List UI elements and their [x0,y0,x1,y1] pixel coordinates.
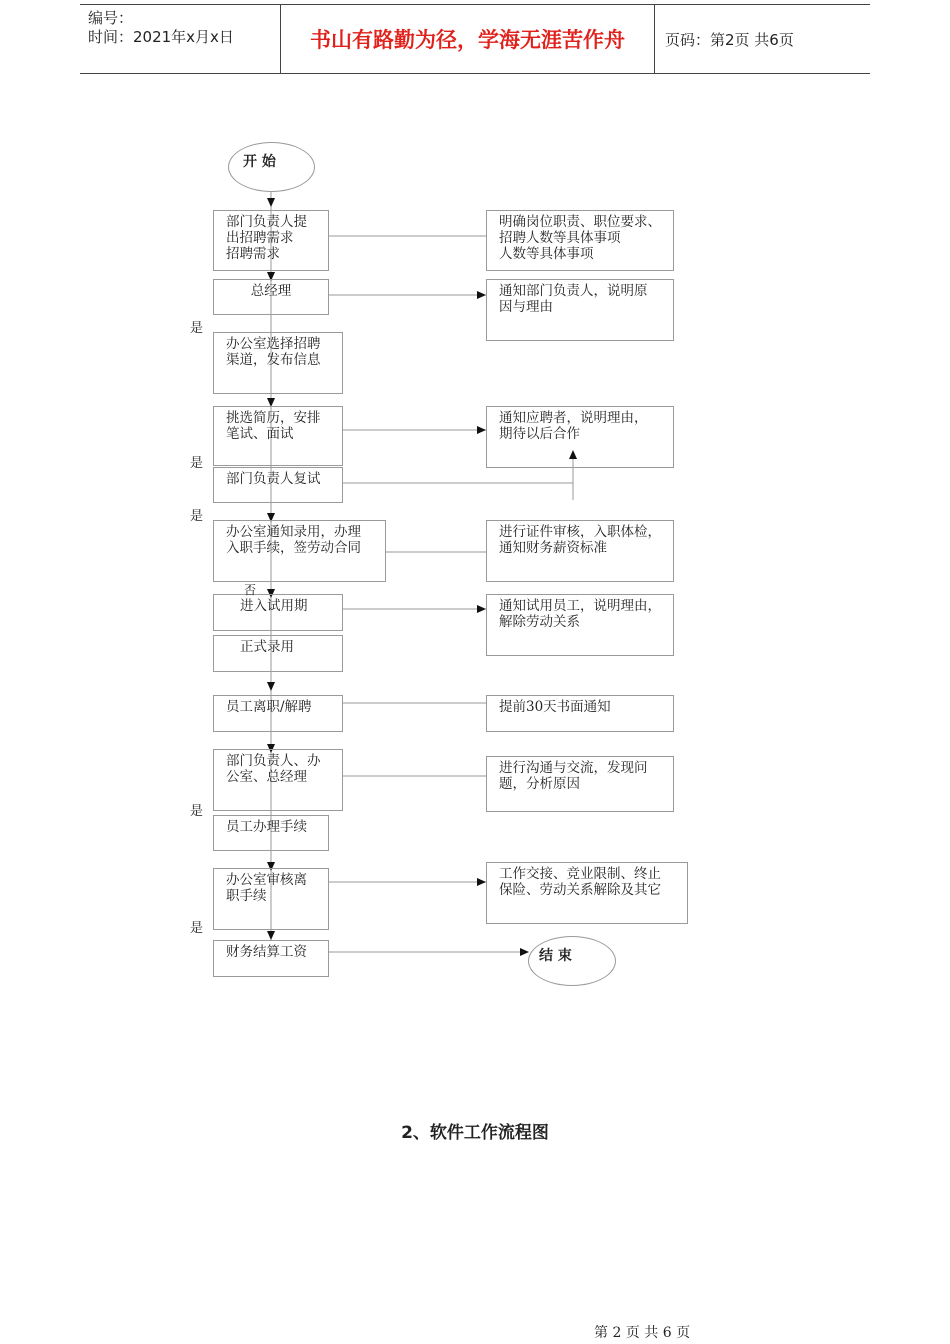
step-formal-hire: 正式录用 [213,635,343,672]
note-handover: 工作交接、竞业限制、终止 保险、劳动关系解除及其它 [486,862,688,924]
note-inform-applicant: 通知应聘者，说明理由， 期待以后合作 [486,406,674,468]
end-label: 结 束 [539,948,572,964]
step-discussion: 部门负责人、办 公室、总经理 [213,749,343,811]
step-procedures: 员工办理手续 [213,815,329,851]
step-dept-reinterview: 部门负责人复试 [213,467,343,503]
time-label: 时间：2021年x月x日 [88,28,234,46]
step-resign: 员工离职/解聘 [213,695,343,732]
step-office-hire: 办公室通知录用，办理 入职手续，签劳动合同 [213,520,386,582]
step-probation: 进入试用期 [213,594,343,631]
no-mark: 否 [244,583,257,597]
step-finance-settle: 财务结算工资 [213,940,329,977]
yes-mark: 是 [190,509,204,524]
note-30-days: 提前30天书面通知 [486,695,674,732]
step-screen-resumes: 挑选简历，安排 笔试、面试 [213,406,343,466]
yes-mark: 是 [190,321,204,336]
step-office-review: 办公室审核离 职手续 [213,868,329,930]
step-office-channel: 办公室选择招聘 渠道，发布信息 [213,332,343,394]
yes-mark: 是 [190,921,204,936]
note-verify-docs: 进行证件审核，入职体检， 通知财务薪资标准 [486,520,674,582]
header-page-info: 页码：第2页 共6页 [665,30,794,49]
yes-mark: 是 [190,456,204,471]
section-caption: 2、软件工作流程图 [401,1123,549,1143]
header-motto: 书山有路勤为径，学海无涯苦作舟 [281,5,655,73]
note-define-role: 明确岗位职责、职位要求、 招聘人数等具体事项 人数等具体事项 [486,210,674,271]
note-inform-trial: 通知试用员工，说明理由， 解除劳动关系 [486,594,674,656]
flow-start [228,142,315,192]
step-general-manager: 总经理 [213,279,329,315]
page-footer: 第 2 页 共 6 页 [594,1325,691,1341]
note-inform-dept: 通知部门负责人，说明原 因与理由 [486,279,674,341]
note-communicate: 进行沟通与交流，发现问 题，分析原因 [486,756,674,812]
step-dept-request: 部门负责人提 出招聘需求 招聘需求 [213,210,329,271]
number-label: 编号： [88,9,134,27]
flow-end [528,936,616,986]
yes-mark: 是 [190,804,204,819]
start-label: 开 始 [243,154,276,170]
